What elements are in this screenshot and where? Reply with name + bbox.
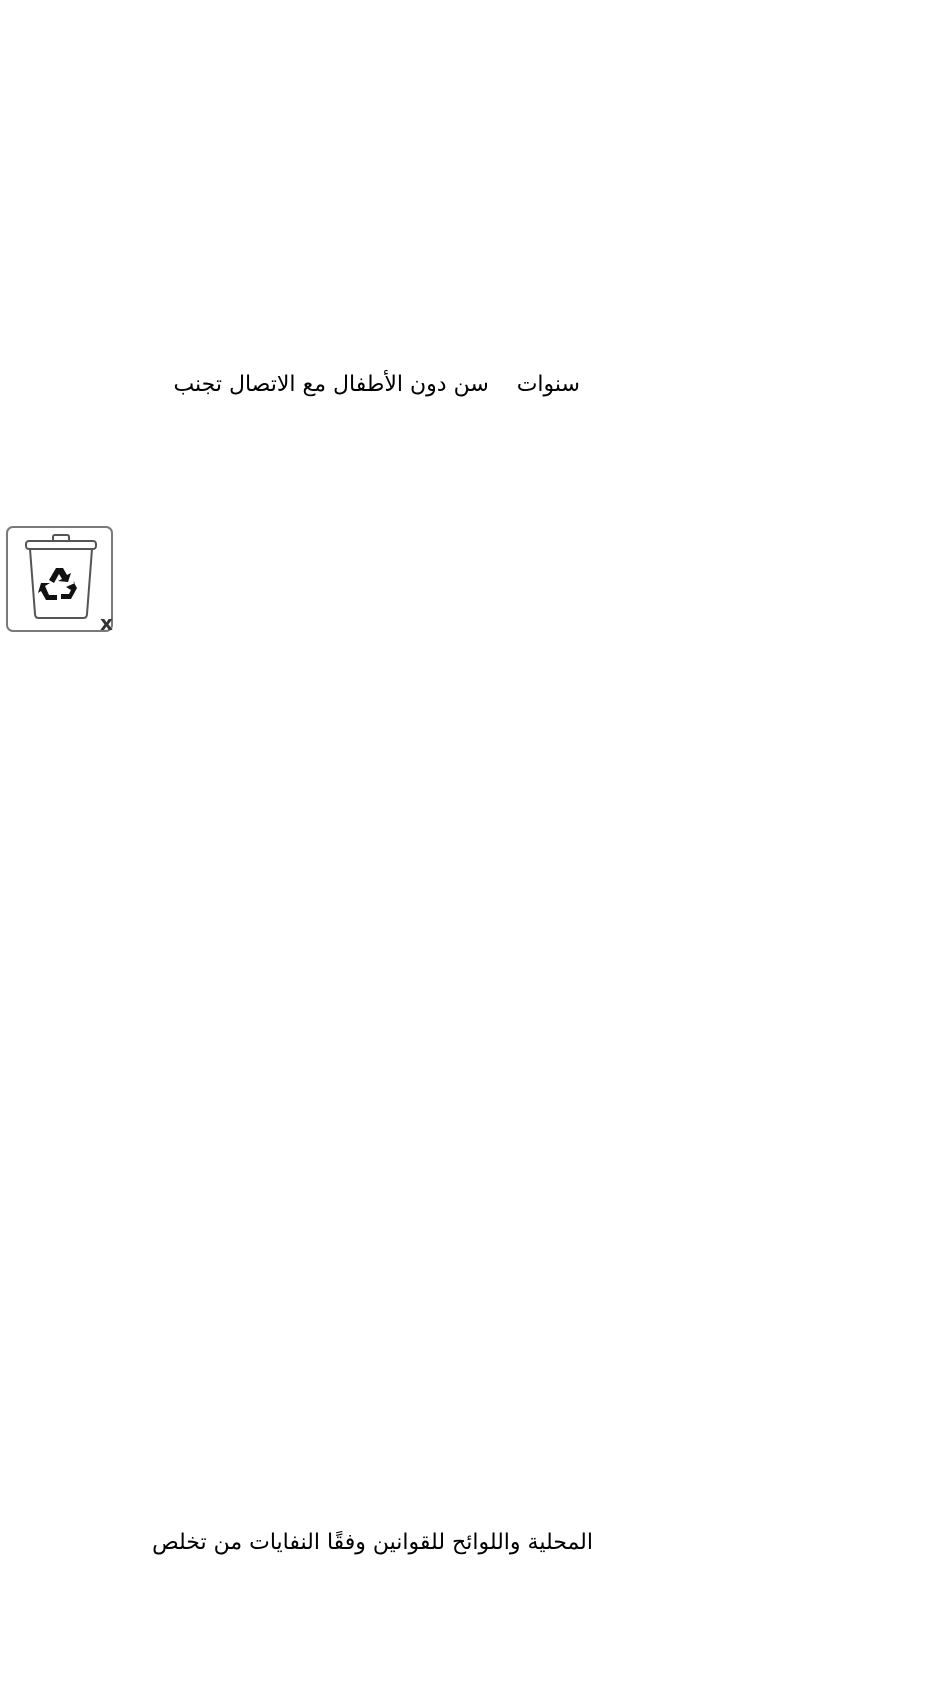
recycle-bin-disposal-icon [5,525,117,635]
warning-text-children: سنوات سن دون الأطفال مع الاتصال تجنب [173,372,580,397]
x-mark: x [100,611,113,635]
disposal-text: المحلية واللوائح للقوانين وفقًا النفايات من تخلص [152,1530,593,1555]
